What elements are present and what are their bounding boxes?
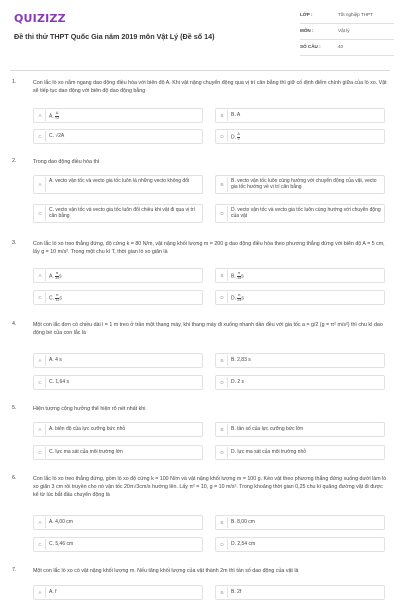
option-text: C. 1,64 s <box>49 379 70 385</box>
fraction-num: π <box>237 271 241 275</box>
option-c[interactable] <box>33 204 203 223</box>
option-letter: B <box>217 517 228 528</box>
meta-label: MÔN : <box>300 28 314 33</box>
meta-row-class <box>300 10 394 24</box>
question-number: 6. <box>12 475 17 481</box>
fraction-num: A <box>237 132 240 136</box>
header-divider <box>10 70 390 71</box>
fraction-den: 15 <box>237 275 242 280</box>
option-letter: A <box>35 517 46 528</box>
option-letter: C <box>35 377 46 388</box>
fraction-den: 24 <box>237 297 242 302</box>
option-unit: s <box>59 295 62 302</box>
question-number: 2. <box>12 158 17 164</box>
option-letter: A <box>35 424 46 435</box>
option-prefix: B. <box>231 112 236 118</box>
option-c[interactable] <box>33 290 203 305</box>
option-text <box>49 272 199 281</box>
question-text: Con lắc lò xo nằm ngang dao động điều hòa với biên độ A. Khi vật nặng chuyển động qua vị trí cân bằng thì giữ cố định điểm chính giữa của lò xo. Vật sẽ tiếp tục dao động với biên độ dao động bằng <box>33 80 387 94</box>
option-b[interactable] <box>215 585 385 600</box>
option-value: √2A <box>55 133 65 139</box>
fraction-den: 2 <box>237 136 240 141</box>
option-d[interactable] <box>215 375 385 390</box>
fraction-num: A <box>55 111 59 115</box>
meta-value: 40 <box>338 44 344 49</box>
option-d[interactable] <box>215 290 385 305</box>
option-letter: C <box>35 131 46 142</box>
option-text: B. 8,00 cm <box>231 519 255 525</box>
option-text <box>231 112 381 119</box>
meta-row-subject <box>300 26 394 40</box>
option-text: D. 2 s <box>231 379 245 385</box>
question-number: 7. <box>12 567 17 573</box>
fraction <box>237 133 239 142</box>
option-c[interactable] <box>33 129 203 144</box>
option-prefix: A. <box>49 273 54 280</box>
option-letter: B <box>217 110 228 121</box>
option-text <box>231 133 381 142</box>
option-a[interactable] <box>33 515 203 530</box>
option-value: A <box>236 112 241 118</box>
question-text: Hiện tượng cộng hưởng thể hiện rõ nét nhất khi <box>33 406 146 412</box>
question-text: Con lắc lò xo treo thẳng đứng, gồm lò xo độ cứng k = 100 N/m và vật nặng khối lượng m = 100 g. Kéo vật theo phương thẳng đứng xuống dưới làm lò xo giãn 3 cm rồi truyền cho nó vận tốc 20π√3cm/s hướng lên. Lấy π² = 10, g = 10 m/s². Trong khoảng thời gian 0,25 chu kì quãng đường vật đi được kể từ lúc bắt đầu chuyển động là <box>33 476 387 498</box>
option-text: B. 2f <box>231 589 242 595</box>
option-letter: D <box>217 206 228 221</box>
question-text: Một con lắc lò xo có vật nặng khối lượng m. Nếu tăng khối lượng của vật thành 2m thì tần số dao động của vật là <box>33 568 299 574</box>
option-letter: D <box>217 292 228 303</box>
option-b[interactable] <box>215 353 385 368</box>
option-c[interactable] <box>33 537 203 552</box>
option-letter: B <box>217 177 228 192</box>
quizizz-logo: QUIZIZZ <box>14 12 66 25</box>
question-text: Trong dao động điều hòa thì <box>33 159 100 165</box>
option-d[interactable] <box>215 204 385 223</box>
option-a[interactable] <box>33 268 203 283</box>
option-c[interactable] <box>33 375 203 390</box>
option-letter: A <box>35 110 46 121</box>
option-letter: B <box>217 355 228 366</box>
option-unit: s <box>241 273 244 280</box>
question-text: Một con lắc đơn có chiều dài l = 1 m treo ở trần một thang máy, khi thang máy đi xuống nhanh dần đều với gia tốc a = g/2 (g = π² m/s²) thì chu kì dao động bé của con lắc là <box>33 322 383 336</box>
option-text <box>49 294 199 303</box>
option-letter: D <box>217 377 228 388</box>
option-prefix: D. <box>231 134 236 141</box>
option-letter: A <box>35 355 46 366</box>
option-text: D. lực ma sát của môi trường nhỏ <box>231 449 306 455</box>
option-prefix: C. <box>49 133 54 139</box>
option-prefix: A. <box>49 113 54 120</box>
option-letter: D <box>217 131 228 142</box>
option-d[interactable] <box>215 129 385 144</box>
option-text: C. 5,46 cm <box>49 541 74 547</box>
question-number: 3. <box>12 240 17 246</box>
option-a[interactable] <box>33 108 203 123</box>
meta-row-count <box>300 42 394 56</box>
meta-label: LỚP : <box>300 12 313 17</box>
option-text: B. tần số của lực cưỡng bức lớn <box>231 426 304 432</box>
option-a[interactable] <box>33 175 203 194</box>
option-letter: C <box>35 292 46 303</box>
option-c[interactable] <box>33 445 203 460</box>
option-text: B. vecto vận tốc luôn cùng hướng với chuyển động của vật, vecto gia tốc hướng về vị trí cân bằng <box>231 177 377 190</box>
meta-value: Tốt nghiệp THPT <box>338 12 373 17</box>
option-text: D. 2,54 cm <box>231 541 256 547</box>
fraction <box>55 112 59 121</box>
option-b[interactable] <box>215 422 385 437</box>
header <box>0 0 400 70</box>
option-prefix: B. <box>231 273 236 280</box>
option-letter: C <box>35 447 46 458</box>
option-b[interactable] <box>215 108 385 123</box>
option-letter: A <box>35 177 46 192</box>
option-letter: B <box>217 270 228 281</box>
question-number: 4. <box>12 321 17 327</box>
option-text: A. 4,00 cm <box>49 519 73 525</box>
option-a[interactable] <box>33 353 203 368</box>
option-text: C. vecto vận tốc và vecto gia tốc luôn đổi chiều khi vật đi qua vị trí cân bằng <box>49 206 195 219</box>
meta-label: SỐ CÂU : <box>300 44 321 49</box>
option-unit: s <box>59 273 62 280</box>
page-title: Đề thi thử THPT Quốc Gia năm 2019 môn Vật Lý (Đề số 14) <box>14 32 215 41</box>
option-prefix: C. <box>49 295 54 302</box>
option-letter: B <box>217 587 228 598</box>
option-letter: A <box>35 587 46 598</box>
question-number: 1. <box>12 79 17 85</box>
option-text: A. 4 s <box>49 357 62 363</box>
meta-panel <box>300 10 394 58</box>
fraction-den: √2 <box>55 115 60 120</box>
option-text: B. 2,83 s <box>231 357 251 363</box>
option-letter: C <box>35 206 46 221</box>
option-b[interactable] <box>215 268 385 283</box>
option-prefix: D. <box>231 295 236 302</box>
fraction-num: π <box>55 271 59 275</box>
option-text <box>49 112 199 121</box>
fraction-den: 12 <box>55 297 60 302</box>
option-text: C. lực ma sát của môi trường lớn <box>49 449 123 455</box>
option-a[interactable] <box>33 585 203 600</box>
option-a[interactable] <box>33 422 203 437</box>
option-b[interactable] <box>215 515 385 530</box>
option-letter: B <box>217 424 228 435</box>
option-text <box>231 294 381 303</box>
option-text: D. vecto vận tốc và vecto gia tốc luôn cùng hướng với chuyển động của vật <box>231 206 381 219</box>
option-b[interactable] <box>215 175 385 194</box>
option-text: A. biên độ của lực cưỡng bức nhỏ <box>49 426 126 432</box>
option-d[interactable] <box>215 445 385 460</box>
option-letter: D <box>217 539 228 550</box>
question-text: Con lắc lò xo treo thẳng đứng, độ cứng k = 80 N/m, vật nặng khối lượng m = 200 g dao động điều hòa theo phương thẳng đứng với biên độ A = 5 cm, lấy g = 10 m/s². Trong một chu kì T, thời gian lò xo giãn là <box>33 241 385 255</box>
meta-value: Vật lý <box>338 28 350 33</box>
option-letter: C <box>35 539 46 550</box>
option-d[interactable] <box>215 537 385 552</box>
option-letter: A <box>35 270 46 281</box>
option-unit: s <box>241 295 244 302</box>
fraction-num: π <box>56 293 59 297</box>
option-text <box>231 272 381 281</box>
option-text: A. f <box>49 589 57 595</box>
option-text: A. vecto vận tốc và vecto gia tốc luôn là những vecto không đổi <box>49 177 190 184</box>
fraction-den: 30 <box>55 275 60 280</box>
option-text <box>49 133 199 140</box>
option-letter: D <box>217 447 228 458</box>
question-number: 5. <box>12 405 17 411</box>
fraction-num: π <box>238 293 241 297</box>
